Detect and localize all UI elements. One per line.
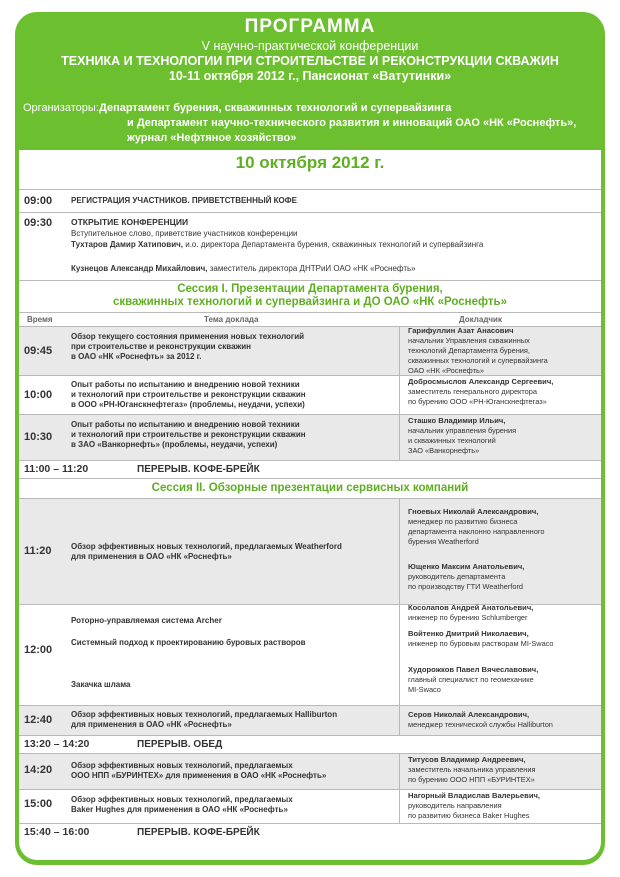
- break-time: 11:00 – 11:20: [24, 463, 89, 475]
- column-headers: [19, 312, 601, 326]
- talk-speaker: [408, 755, 536, 785]
- speaker-name: Гарифуллин Азат Анасович: [408, 326, 514, 335]
- speaker-role-line: бурения Weatherford: [408, 537, 479, 546]
- talk-topic: [71, 710, 337, 730]
- speaker-role-line: заместитель начальника управления: [408, 765, 536, 774]
- break-label: ПЕРЕРЫВ. КОФЕ-БРЕЙК: [137, 464, 260, 475]
- column-header-time: Время: [27, 315, 53, 324]
- talk-topic: [71, 420, 306, 450]
- schedule-row-break-2: [19, 735, 601, 753]
- schedule-row-1240: [19, 705, 601, 735]
- talk-topic: [71, 380, 306, 410]
- column-divider: [399, 605, 400, 706]
- row-time: 12:40: [24, 714, 53, 726]
- speaker-role-line: ЗАО «Ванкорнефть»: [408, 446, 480, 455]
- row-time: 12:00: [24, 644, 53, 656]
- talk-topic: [71, 542, 342, 562]
- topic-line: в ООО «РН-Юганскнефтегаз» (проблемы, неудачи, успехи): [71, 400, 305, 409]
- speaker-role-line: руководитель департамента: [408, 572, 506, 581]
- speaker-role-line: ОАО «НК «Роснефть»: [408, 366, 484, 375]
- column-header-speaker: Докладчик: [459, 315, 502, 324]
- session-1-title: [19, 283, 601, 309]
- program-content: [19, 150, 601, 860]
- talk-speaker: [408, 326, 548, 376]
- opening-intro: Вступительное слово, приветствие участников конференции: [71, 229, 298, 238]
- talk-speaker: [408, 791, 540, 821]
- speaker-role-line: департамента наклонно направленного: [408, 527, 545, 536]
- speaker-role-line: начальник управления бурения: [408, 426, 517, 435]
- speaker-role-line: по развитию бизнеса Baker Hughes: [408, 811, 530, 820]
- topic-line: для применения в ОАО «НК «Роснефть»: [71, 720, 232, 729]
- talk-speaker: [408, 416, 516, 456]
- session-1-title-line: скважинных технологий и супервайзинга и ДО ОАО «НК «Роснефть»: [112, 296, 508, 308]
- row-time: 15:00: [24, 798, 53, 810]
- schedule-row-registration: [19, 189, 601, 212]
- schedule-row-1000: [19, 375, 601, 414]
- speaker-name: Серов Николай Александрович,: [408, 710, 530, 719]
- column-divider: [399, 415, 400, 461]
- speaker-name: Косолапов Андрей Анатольевич,: [408, 603, 534, 612]
- row-time: 09:30: [24, 217, 53, 229]
- talk-topic: [71, 332, 304, 362]
- topic-line: Обзор эффективных новых технологий, предлагаемых Halliburton: [71, 710, 338, 719]
- topic-line: Опыт работы по испытанию и внедрению новой техники: [71, 380, 300, 389]
- topic-line: и технологий при строительстве и реконструкции скважин: [71, 430, 306, 439]
- topic-line: Baker Hughes для применения в ОАО «НК «Роснефть»: [71, 805, 288, 814]
- talk-speaker: [408, 507, 544, 547]
- conference-subtitle: V научно-практической конференции: [201, 39, 419, 53]
- column-divider: [399, 754, 400, 790]
- talk-speaker: [408, 377, 553, 407]
- row-time: 09:45: [24, 345, 53, 357]
- talk-topic: [71, 795, 293, 815]
- schedule-row-1200: [19, 604, 601, 705]
- break-time: 13:20 – 14:20: [24, 738, 90, 750]
- organizer-line: и Департамент научно-технического развития и инноваций ОАО «НК «Роснефть»,: [127, 117, 577, 129]
- organizer-line: журнал «Нефтяное хозяйство»: [127, 132, 297, 144]
- schedule-row-1420: [19, 753, 601, 789]
- topic-line: Опыт работы по испытанию и внедрению новой техники: [71, 420, 300, 429]
- topic-line: Обзор эффективных новых технологий, предлагаемых: [71, 795, 293, 804]
- program-title: ПРОГРАММА: [244, 16, 376, 37]
- speaker-name: Кузнецов Александр Михайлович,: [71, 264, 208, 273]
- schedule-row-break-3: [19, 823, 601, 841]
- day-title: 10 октября 2012 г.: [235, 153, 385, 172]
- schedule-row-break-1: [19, 460, 601, 478]
- column-divider: [399, 499, 400, 605]
- topic-line: ООО НПП «БУРИНТЕХ» для применения в ОАО «НК «Роснефть»: [71, 771, 327, 780]
- row-time: 10:00: [24, 389, 53, 401]
- talk-topic: Роторно-управляемая система Archer: [71, 616, 222, 625]
- break-time: 15:40 – 16:00: [24, 826, 90, 838]
- speaker-role-line: заместитель генерального директора: [408, 387, 537, 396]
- speaker-role-line: по бурению ООО НПП «БУРИНТЕХ»: [408, 775, 535, 784]
- column-divider: [399, 376, 400, 415]
- session-2-heading-row: [19, 478, 601, 498]
- program-header: [15, 12, 605, 150]
- organizers-label: Организаторы:: [23, 102, 99, 114]
- conference-dates-place: 10-11 октября 2012 г., Пансионат «Ватутинки»: [168, 69, 452, 83]
- talk-topic: Закачка шлама: [71, 680, 131, 689]
- break-label: ПЕРЕРЫВ. ОБЕД: [137, 739, 223, 750]
- talk-topic: Системный подход к проектированию буровых растворов: [71, 638, 306, 647]
- topic-line: в ОАО «НК «Роснефть» за 2012 г.: [71, 352, 202, 361]
- column-header-topic: Тема доклада: [204, 315, 259, 324]
- topic-line: и технологий при строительстве и реконструкции скважин: [71, 390, 306, 399]
- topic-line: в ЗАО «Ванкорнефть» (проблемы, неудачи, успехи): [71, 440, 278, 449]
- topic-line: Обзор эффективных новых технологий, предлагаемых Weatherford: [71, 542, 342, 551]
- schedule-row-0945: [19, 326, 601, 375]
- speaker-role-line: по бурению ООО «РН-Юганскнефтегаз»: [408, 397, 547, 406]
- column-divider: [399, 706, 400, 736]
- speaker-name: Гноевых Николай Александрович,: [408, 507, 539, 516]
- speaker-role-line: инженер по бурению Schlumberger: [408, 613, 528, 622]
- row-time: 14:20: [24, 764, 53, 776]
- speaker-role-line: технологий Департамента бурения,: [408, 346, 530, 355]
- session-1-heading-row: [19, 280, 601, 312]
- opening-title: ОТКРЫТИЕ КОНФЕРЕНЦИИ: [71, 217, 189, 227]
- topic-line: при строительстве и реконструкции скважин: [71, 342, 251, 351]
- speaker-role-line: менеджер технической службы Halliburton: [408, 720, 553, 729]
- speaker-role: и.о. директора Департамента бурения, скважинных технологий и супервайзинга: [185, 240, 484, 249]
- break-label: ПЕРЕРЫВ. КОФЕ-БРЕЙК: [137, 827, 260, 838]
- talk-speaker: [408, 665, 538, 695]
- topic-line: Обзор текущего состояния применения новых технологий: [71, 332, 305, 341]
- speaker-name: Нагорный Владислав Валерьевич,: [408, 791, 541, 800]
- speaker-role: заместитель директора ДНТРиИ ОАО «НК «Роснефть»: [209, 264, 416, 273]
- column-divider: [399, 790, 400, 824]
- speaker-role-line: менеджер по развитию бизнеса: [408, 517, 518, 526]
- speaker-role-line: скважинных технологий и супервайзинга: [408, 356, 548, 365]
- speaker-name: Сташко Владимир Ильич,: [408, 416, 506, 425]
- conference-name: ТЕХНИКА И ТЕХНОЛОГИИ ПРИ СТРОИТЕЛЬСТВЕ И РЕКОНСТРУКЦИИ СКВАЖИН: [61, 54, 559, 68]
- schedule-row-1030: [19, 414, 601, 460]
- speaker-name: Тухтаров Дамир Хатипович,: [71, 240, 183, 249]
- topic-line: для применения в ОАО «НК «Роснефть»: [71, 552, 232, 561]
- opening-speaker-1: [71, 240, 483, 250]
- row-time: 11:20: [24, 545, 52, 557]
- column-divider: [399, 327, 400, 376]
- speaker-role-line: инженер по буровым растворам MI-Swaco: [408, 639, 554, 648]
- speaker-name: Титусов Владимир Андреевич,: [408, 755, 526, 764]
- speaker-role-line: начальник Управления скважинных: [408, 336, 530, 345]
- talk-speaker: [408, 562, 524, 592]
- speaker-name: Ющенко Максим Анатольевич,: [408, 562, 525, 571]
- speaker-name: Худорожков Павел Вячеславович,: [408, 665, 539, 674]
- session-2-title: Сессия II. Обзорные презентации сервисных компаний: [151, 482, 469, 494]
- speaker-role-line: главный специалист по геомеханике: [408, 675, 534, 684]
- talk-speaker: [408, 710, 553, 730]
- schedule-row-1120: [19, 498, 601, 604]
- talk-topic: [71, 761, 326, 781]
- speaker-name: Войтенко Дмитрий Николаевич,: [408, 629, 529, 638]
- talk-speaker: [408, 603, 533, 623]
- organizer-line: Департамент бурения, скважинных технологий и супервайзинга: [99, 102, 452, 114]
- session-1-title-line: Сессия I. Презентации Департамента бурения,: [177, 283, 443, 295]
- speaker-role-line: по производству ГТИ Weatherford: [408, 582, 524, 591]
- speaker-role-line: руководитель направления: [408, 801, 502, 810]
- topic-line: Обзор эффективных новых технологий, предлагаемых: [71, 761, 293, 770]
- schedule-row-1500: [19, 789, 601, 823]
- row-time: 09:00: [24, 195, 53, 207]
- speaker-name: Добросмыслов Александр Сергеевич,: [408, 377, 554, 386]
- talk-speaker: [408, 629, 554, 649]
- speaker-role-line: и скважинных технологий: [408, 436, 496, 445]
- speaker-role-line: MI-Swaco: [408, 685, 441, 694]
- row-title: РЕГИСТРАЦИЯ УЧАСТНИКОВ. ПРИВЕТСТВЕННЫЙ КОФЕ: [71, 196, 297, 205]
- opening-speaker-2: [71, 264, 416, 274]
- schedule-row-opening: [19, 212, 601, 280]
- row-time: 10:30: [24, 431, 53, 443]
